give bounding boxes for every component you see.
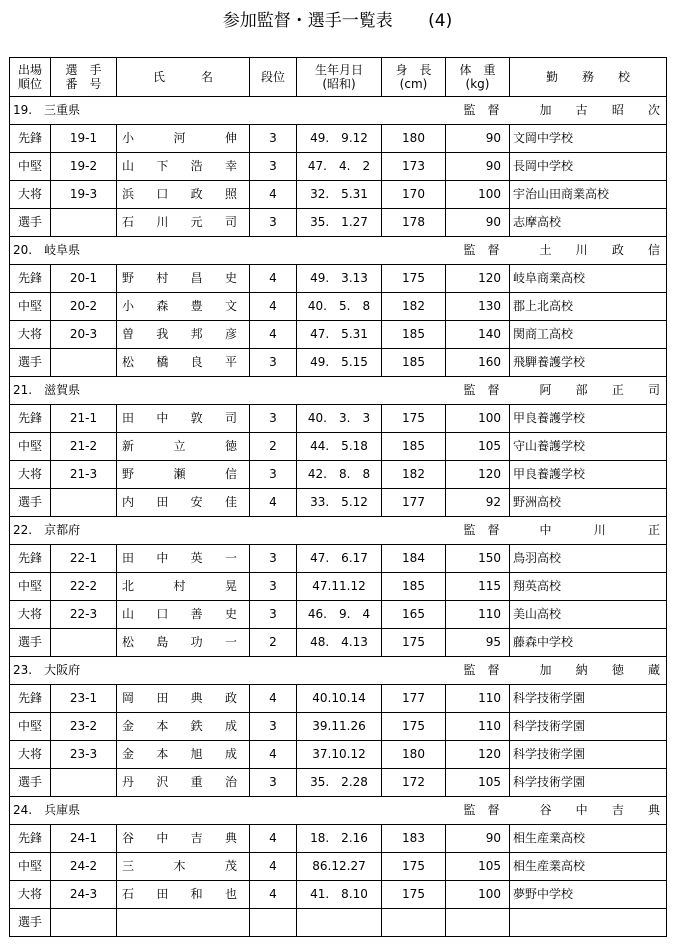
header-name: 氏 名 [117, 58, 250, 97]
position-cell: 中堅 [10, 293, 51, 321]
height-cell: 177 [382, 489, 446, 517]
birth-cell: 49. 5.15 [297, 349, 382, 377]
player-row [10, 545, 667, 573]
birth-cell: 48. 4.13 [297, 629, 382, 657]
player-row [10, 405, 667, 433]
position-cell: 選手 [10, 209, 51, 237]
dan-cell: 3 [250, 349, 297, 377]
school-cell: 鳥羽高校 [510, 545, 667, 573]
position-cell: 先鋒 [10, 405, 51, 433]
player-name-cell: 野村昌史 [117, 265, 250, 293]
weight-cell: 130 [446, 293, 510, 321]
school-cell: 美山高校 [510, 601, 667, 629]
prefecture-label: 23. 大阪府 [10, 657, 446, 685]
player-name-cell: 金本旭成 [117, 741, 250, 769]
birth-cell: 33. 5.12 [297, 489, 382, 517]
coach-label: 監 督 [446, 237, 510, 265]
player-row [10, 349, 667, 377]
height-cell: 185 [382, 573, 446, 601]
player-name-cell: 小河伸 [117, 125, 250, 153]
weight-cell: 140 [446, 321, 510, 349]
roster-table [9, 57, 667, 937]
position-cell: 選手 [10, 629, 51, 657]
birth-cell: 86.12.27 [297, 853, 382, 881]
school-cell: 科学技術学園 [510, 713, 667, 741]
page-number: (4) [428, 11, 453, 31]
coach-name: 阿部正司 [510, 377, 667, 405]
player-name-cell: 丹沢重治 [117, 769, 250, 797]
weight-cell: 105 [446, 853, 510, 881]
birth-cell: 39.11.26 [297, 713, 382, 741]
player-name-cell: 松島功一 [117, 629, 250, 657]
position-cell: 選手 [10, 349, 51, 377]
birth-cell: 47. 4. 2 [297, 153, 382, 181]
player-number-cell: 22-3 [51, 601, 117, 629]
birth-cell [297, 909, 382, 937]
position-cell: 中堅 [10, 573, 51, 601]
position-cell: 大将 [10, 741, 51, 769]
birth-cell: 47. 6.17 [297, 545, 382, 573]
dan-cell: 3 [250, 573, 297, 601]
school-cell: 翔英高校 [510, 573, 667, 601]
player-number-cell: 24-3 [51, 881, 117, 909]
player-name-cell: 岡田典政 [117, 685, 250, 713]
weight-cell: 95 [446, 629, 510, 657]
position-cell: 中堅 [10, 713, 51, 741]
coach-label: 監 督 [446, 377, 510, 405]
birth-cell: 32. 5.31 [297, 181, 382, 209]
birth-cell: 35. 1.27 [297, 209, 382, 237]
player-row [10, 489, 667, 517]
dan-cell [250, 909, 297, 937]
header-weight: 体 重 (kg) [446, 58, 510, 97]
school-cell: 相生産業高校 [510, 853, 667, 881]
height-cell: 175 [382, 713, 446, 741]
weight-cell: 105 [446, 433, 510, 461]
prefecture-label: 21. 滋賀県 [10, 377, 446, 405]
player-number-cell: 24-1 [51, 825, 117, 853]
birth-cell: 40. 3. 3 [297, 405, 382, 433]
height-cell: 172 [382, 769, 446, 797]
player-name-cell [117, 909, 250, 937]
player-row [10, 433, 667, 461]
school-cell: 宇治山田商業高校 [510, 181, 667, 209]
school-cell: 守山養護学校 [510, 433, 667, 461]
position-cell: 大将 [10, 321, 51, 349]
weight-cell: 120 [446, 461, 510, 489]
dan-cell: 3 [250, 405, 297, 433]
player-number-cell: 20-3 [51, 321, 117, 349]
school-cell [510, 909, 667, 937]
school-cell: 夢野中学校 [510, 881, 667, 909]
dan-cell: 4 [250, 853, 297, 881]
player-number-cell: 23-3 [51, 741, 117, 769]
player-name-cell: 石田和也 [117, 881, 250, 909]
birth-cell: 42. 8. 8 [297, 461, 382, 489]
dan-cell: 2 [250, 433, 297, 461]
player-name-cell: 曽我邦彦 [117, 321, 250, 349]
player-row [10, 125, 667, 153]
player-name-cell: 山下浩幸 [117, 153, 250, 181]
position-cell: 選手 [10, 909, 51, 937]
dan-cell: 4 [250, 293, 297, 321]
school-cell: 科学技術学園 [510, 769, 667, 797]
school-cell: 関商工高校 [510, 321, 667, 349]
height-cell: 178 [382, 209, 446, 237]
header-birth: 生年月日 (昭和) [297, 58, 382, 97]
school-cell: 野洲高校 [510, 489, 667, 517]
dan-cell: 4 [250, 881, 297, 909]
weight-cell: 120 [446, 265, 510, 293]
dan-cell: 2 [250, 629, 297, 657]
player-name-cell: 浜口政照 [117, 181, 250, 209]
dan-cell: 3 [250, 153, 297, 181]
player-number-cell: 21-2 [51, 433, 117, 461]
height-cell: 175 [382, 265, 446, 293]
dan-cell: 4 [250, 825, 297, 853]
position-cell: 中堅 [10, 853, 51, 881]
position-cell: 大将 [10, 601, 51, 629]
weight-cell: 150 [446, 545, 510, 573]
player-number-cell [51, 349, 117, 377]
prefecture-row [10, 797, 667, 825]
dan-cell: 4 [250, 685, 297, 713]
birth-cell: 18. 2.16 [297, 825, 382, 853]
dan-cell: 4 [250, 265, 297, 293]
birth-cell: 44. 5.18 [297, 433, 382, 461]
school-cell: 志摩高校 [510, 209, 667, 237]
player-number-cell: 20-1 [51, 265, 117, 293]
player-row [10, 153, 667, 181]
prefecture-row [10, 237, 667, 265]
player-name-cell: 田中英一 [117, 545, 250, 573]
header-height: 身 長 (cm) [382, 58, 446, 97]
height-cell: 175 [382, 629, 446, 657]
school-cell: 藤森中学校 [510, 629, 667, 657]
player-number-cell: 21-3 [51, 461, 117, 489]
height-cell: 170 [382, 181, 446, 209]
birth-cell: 47.11.12 [297, 573, 382, 601]
dan-cell: 3 [250, 125, 297, 153]
player-row [10, 909, 667, 937]
school-cell: 文岡中学校 [510, 125, 667, 153]
weight-cell: 160 [446, 349, 510, 377]
weight-cell: 110 [446, 685, 510, 713]
player-row [10, 769, 667, 797]
player-name-cell: 北村晃 [117, 573, 250, 601]
height-cell: 184 [382, 545, 446, 573]
birth-cell: 49. 9.12 [297, 125, 382, 153]
title-text: 参加監督・選手一覧表 [222, 11, 393, 31]
table-header [10, 58, 667, 97]
dan-cell: 3 [250, 209, 297, 237]
school-cell: 相生産業高校 [510, 825, 667, 853]
school-cell: 甲良養護学校 [510, 405, 667, 433]
weight-cell: 92 [446, 489, 510, 517]
prefecture-row [10, 657, 667, 685]
height-cell: 185 [382, 349, 446, 377]
player-name-cell: 谷中吉典 [117, 825, 250, 853]
position-cell: 先鋒 [10, 825, 51, 853]
player-row [10, 741, 667, 769]
weight-cell: 100 [446, 181, 510, 209]
coach-name: 加古昭次 [510, 97, 667, 125]
weight-cell: 110 [446, 713, 510, 741]
coach-label: 監 督 [446, 97, 510, 125]
player-row [10, 461, 667, 489]
height-cell: 182 [382, 293, 446, 321]
dan-cell: 3 [250, 461, 297, 489]
height-cell: 183 [382, 825, 446, 853]
weight-cell: 110 [446, 601, 510, 629]
player-number-cell [51, 489, 117, 517]
school-cell: 科学技術学園 [510, 741, 667, 769]
player-number-cell [51, 909, 117, 937]
coach-name: 中川正 [510, 517, 667, 545]
player-name-cell: 金本鉄成 [117, 713, 250, 741]
prefecture-row [10, 377, 667, 405]
coach-label: 監 督 [446, 797, 510, 825]
weight-cell: 120 [446, 741, 510, 769]
weight-cell: 90 [446, 209, 510, 237]
player-name-cell: 小森豊文 [117, 293, 250, 321]
player-name-cell: 石川元司 [117, 209, 250, 237]
prefecture-row [10, 97, 667, 125]
birth-cell: 47. 5.31 [297, 321, 382, 349]
position-cell: 先鋒 [10, 685, 51, 713]
height-cell: 165 [382, 601, 446, 629]
school-cell: 科学技術学園 [510, 685, 667, 713]
school-cell: 長岡中学校 [510, 153, 667, 181]
height-cell: 175 [382, 881, 446, 909]
player-number-cell: 23-1 [51, 685, 117, 713]
prefecture-row [10, 517, 667, 545]
table-body [10, 97, 667, 937]
player-number-cell: 19-2 [51, 153, 117, 181]
player-row [10, 713, 667, 741]
birth-cell: 41. 8.10 [297, 881, 382, 909]
player-row [10, 293, 667, 321]
school-cell: 岐阜商業高校 [510, 265, 667, 293]
position-cell: 先鋒 [10, 125, 51, 153]
dan-cell: 3 [250, 713, 297, 741]
player-row [10, 601, 667, 629]
height-cell [382, 909, 446, 937]
player-number-cell: 23-2 [51, 713, 117, 741]
birth-cell: 35. 2.28 [297, 769, 382, 797]
player-row [10, 181, 667, 209]
prefecture-label: 22. 京都府 [10, 517, 446, 545]
position-cell: 中堅 [10, 433, 51, 461]
header-dan: 段位 [250, 58, 297, 97]
player-number-cell [51, 769, 117, 797]
position-cell: 大将 [10, 881, 51, 909]
height-cell: 177 [382, 685, 446, 713]
weight-cell: 100 [446, 405, 510, 433]
position-cell: 大将 [10, 461, 51, 489]
height-cell: 173 [382, 153, 446, 181]
dan-cell: 4 [250, 181, 297, 209]
header-school: 勤 務 校 [510, 58, 667, 97]
position-cell: 選手 [10, 489, 51, 517]
player-name-cell: 三木茂 [117, 853, 250, 881]
player-name-cell: 野瀬信 [117, 461, 250, 489]
player-name-cell: 新立徳 [117, 433, 250, 461]
player-number-cell: 22-2 [51, 573, 117, 601]
height-cell: 180 [382, 741, 446, 769]
coach-name: 土川政信 [510, 237, 667, 265]
height-cell: 185 [382, 433, 446, 461]
dan-cell: 3 [250, 545, 297, 573]
player-row [10, 209, 667, 237]
position-cell: 大将 [10, 181, 51, 209]
prefecture-label: 20. 岐阜県 [10, 237, 446, 265]
player-number-cell: 20-2 [51, 293, 117, 321]
prefecture-label: 19. 三重県 [10, 97, 446, 125]
player-row [10, 825, 667, 853]
player-number-cell: 19-1 [51, 125, 117, 153]
player-row [10, 881, 667, 909]
dan-cell: 3 [250, 769, 297, 797]
weight-cell: 115 [446, 573, 510, 601]
position-cell: 先鋒 [10, 545, 51, 573]
coach-name: 加納徳蔵 [510, 657, 667, 685]
coach-label: 監 督 [446, 517, 510, 545]
player-number-cell: 22-1 [51, 545, 117, 573]
weight-cell: 90 [446, 153, 510, 181]
dan-cell: 4 [250, 489, 297, 517]
dan-cell: 3 [250, 601, 297, 629]
position-cell: 先鋒 [10, 265, 51, 293]
player-number-cell [51, 209, 117, 237]
prefecture-label: 24. 兵庫県 [10, 797, 446, 825]
player-row [10, 853, 667, 881]
school-cell: 郡上北高校 [510, 293, 667, 321]
height-cell: 175 [382, 405, 446, 433]
height-cell: 175 [382, 853, 446, 881]
school-cell: 甲良養護学校 [510, 461, 667, 489]
birth-cell: 49. 3.13 [297, 265, 382, 293]
dan-cell: 4 [250, 321, 297, 349]
position-cell: 中堅 [10, 153, 51, 181]
coach-name: 谷中吉典 [510, 797, 667, 825]
player-row [10, 685, 667, 713]
dan-cell: 4 [250, 741, 297, 769]
player-row [10, 629, 667, 657]
header-number: 選 手 番 号 [51, 58, 117, 97]
height-cell: 185 [382, 321, 446, 349]
player-row [10, 573, 667, 601]
birth-cell: 40. 5. 8 [297, 293, 382, 321]
birth-cell: 46. 9. 4 [297, 601, 382, 629]
player-name-cell: 山口善史 [117, 601, 250, 629]
player-row [10, 265, 667, 293]
player-number-cell: 19-3 [51, 181, 117, 209]
player-name-cell: 内田安佳 [117, 489, 250, 517]
weight-cell: 90 [446, 125, 510, 153]
player-name-cell: 松橋良平 [117, 349, 250, 377]
height-cell: 182 [382, 461, 446, 489]
player-number-cell: 21-1 [51, 405, 117, 433]
weight-cell: 100 [446, 881, 510, 909]
position-cell: 選手 [10, 769, 51, 797]
coach-label: 監 督 [446, 657, 510, 685]
birth-cell: 40.10.14 [297, 685, 382, 713]
player-number-cell [51, 629, 117, 657]
player-row [10, 321, 667, 349]
header-position: 出場 順位 [10, 58, 51, 97]
weight-cell: 105 [446, 769, 510, 797]
height-cell: 180 [382, 125, 446, 153]
school-cell: 飛騨養護学校 [510, 349, 667, 377]
weight-cell [446, 909, 510, 937]
page-title [0, 6, 675, 31]
birth-cell: 37.10.12 [297, 741, 382, 769]
player-number-cell: 24-2 [51, 853, 117, 881]
weight-cell: 90 [446, 825, 510, 853]
player-name-cell: 田中敦司 [117, 405, 250, 433]
